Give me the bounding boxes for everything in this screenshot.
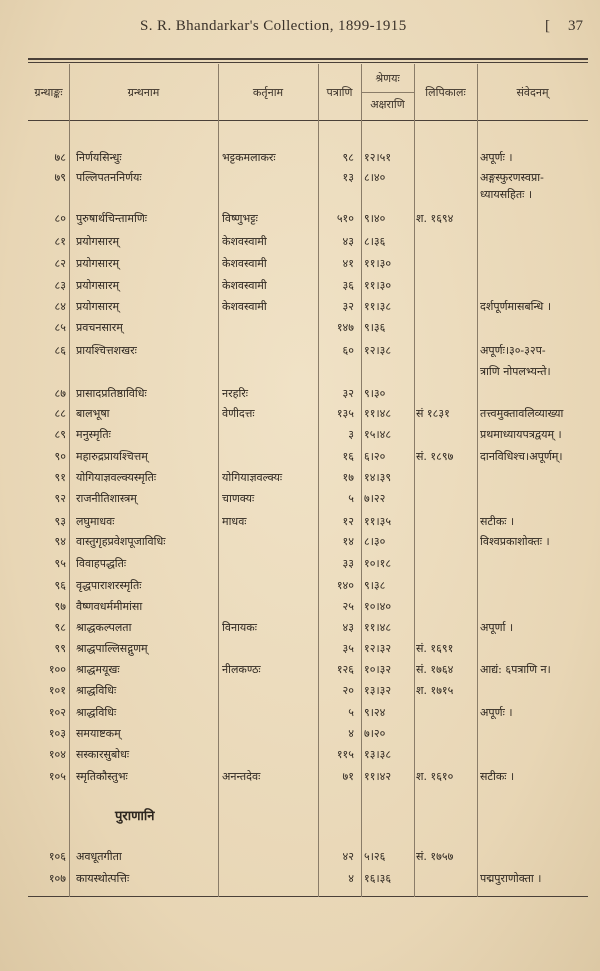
cell-name: प्रासादप्रतिष्ठाविधिः [76, 387, 147, 400]
cell-remarks: अपूर्णः । [480, 151, 513, 164]
cell-author: भट्टकमलाकरः [222, 151, 276, 164]
col-sep-lines-mid [361, 92, 414, 93]
cell-remarks: त्राणि नोपलभ्यन्ते। [480, 365, 551, 378]
cell-author: विनायकः [222, 621, 257, 634]
cell-leaves: १४७ [336, 321, 354, 334]
cell-lines: ११।३० [364, 279, 392, 292]
cell-name: अवधूतगीता [76, 850, 122, 863]
cell-name: महारुद्रप्रायश्चित्तम् [76, 450, 148, 463]
cell-n: ९८ [54, 621, 66, 634]
cell-author: केशवस्वामी [222, 279, 267, 292]
cell-lines: ७।२० [364, 727, 386, 740]
cell-name: श्राद्धविधिः [76, 706, 117, 719]
cell-leaves: १२६ [336, 663, 354, 676]
cell-leaves: ४ [348, 872, 354, 885]
cell-lines: ५।२६ [364, 850, 386, 863]
cell-n: ९६ [54, 579, 66, 592]
col-sep-2 [218, 64, 219, 897]
col-header-leaves: पत्राणि [326, 86, 353, 99]
cell-n: १०७ [48, 872, 66, 885]
cell-n: ९३ [54, 515, 66, 528]
cell-author: वेणीदत्तः [222, 407, 255, 420]
cell-leaves: १४ [342, 535, 354, 548]
cell-remarks: सटीकः । [480, 515, 515, 528]
cell-n: १०२ [48, 706, 66, 719]
cell-n: ७८ [54, 151, 66, 164]
cell-author: योगियाज्ञवल्क्यः [222, 471, 283, 484]
col-header-lines-top: श्रेणयः [375, 72, 400, 85]
cell-lines: ११।४२ [364, 770, 392, 783]
cell-n: ८९ [54, 428, 66, 441]
cell-n: ९० [54, 450, 66, 463]
cell-leaves: ४३ [342, 235, 354, 248]
cell-n: ८५ [54, 321, 66, 334]
cell-lines: १२।३८ [364, 344, 392, 357]
section-title: पुराणानि [115, 809, 155, 824]
cell-name: समयाष्टकम् [76, 727, 121, 740]
cell-remarks: अङ्गस्फुरणस्वप्रा- [480, 171, 544, 184]
cell-name: श्राद्धविधिः [76, 684, 117, 697]
cell-name: वास्तुगृहप्रवेशपूजाविधिः [76, 535, 166, 548]
cell-lines: ६।२० [364, 450, 386, 463]
cell-lines: ११।३८ [364, 300, 392, 313]
cell-leaves: १७ [342, 471, 354, 484]
cell-n: ९७ [54, 600, 66, 613]
cell-n: ८६ [54, 344, 66, 357]
cell-leaves: ९८ [342, 151, 354, 164]
col-header-remarks: संवेदनम् [516, 86, 549, 99]
col-header-author: कर्तृनाम [252, 86, 284, 99]
cell-name: प्रयोगसारम् [76, 235, 120, 248]
cell-n: ८४ [54, 300, 66, 313]
cell-n: ९१ [54, 471, 66, 484]
cell-n: ८० [54, 212, 66, 225]
cell-date: सं. १७६४ [416, 663, 454, 676]
cell-author: चाणक्यः [222, 492, 255, 505]
cell-leaves: १२ [342, 515, 354, 528]
cell-leaves: १४० [336, 579, 354, 592]
cell-lines: ९।२४ [364, 706, 386, 719]
running-bracket: [ [545, 18, 550, 34]
cell-author: केशवस्वामी [222, 257, 267, 270]
cell-name: श्राद्धपाल्लिसद्गुणम् [76, 642, 148, 655]
cell-author: अनन्तदेवः [222, 770, 261, 783]
cell-leaves: १६ [342, 450, 354, 463]
cell-name: योगियाज्ञवल्क्यस्मृतिः [76, 471, 157, 484]
running-head [0, 18, 600, 42]
cell-leaves: ६० [342, 344, 354, 357]
cell-leaves: २५ [342, 600, 354, 613]
cell-leaves: ११५ [336, 748, 354, 761]
cell-lines: १५।४८ [364, 428, 392, 441]
cell-author: माधवः [222, 515, 247, 528]
cell-remarks: आद्यं: ६पत्राणि न। [480, 663, 551, 676]
cell-date: सं. १७५७ [416, 850, 454, 863]
cell-remarks: दानविधिश्च।अपूर्णम्। [480, 450, 563, 463]
cell-author: नरहरिः [222, 387, 249, 400]
cell-n: ९५ [54, 557, 66, 570]
cell-lines: ९।४० [364, 212, 386, 225]
cell-leaves: १३ [342, 171, 354, 184]
cell-date: श. १७१५ [416, 684, 454, 697]
cell-remarks: प्रथमाध्यायपत्रद्वयम् । [480, 428, 562, 441]
cell-leaves: ३२ [342, 300, 354, 313]
cell-name: पल्लिपतननिर्णयः [76, 171, 142, 184]
cell-name: स्मृतिकौस्तुभः [76, 770, 128, 783]
cell-leaves: ४३ [342, 621, 354, 634]
cell-name: बालभूषा [76, 407, 110, 420]
cell-leaves: ५ [348, 492, 354, 505]
cell-n: ८३ [54, 279, 66, 292]
cell-name: सस्कारसुबोधः [76, 748, 130, 761]
cell-leaves: ४१ [342, 257, 354, 270]
cell-leaves: १३५ [336, 407, 354, 420]
col-header-index: ग्रन्थाङ्कः [34, 86, 63, 99]
cell-n: ७९ [54, 171, 66, 184]
cell-n: १०६ [48, 850, 66, 863]
cell-date: सं. १८९७ [416, 450, 454, 463]
col-sep-1 [69, 64, 70, 897]
cell-leaves: ३२ [342, 387, 354, 400]
cell-n: १०४ [48, 748, 66, 761]
cell-leaves: ५ [348, 706, 354, 719]
cell-leaves: ७१ [342, 770, 354, 783]
cell-name: मनुस्मृतिः [76, 428, 111, 441]
cell-leaves: ३६ [342, 279, 354, 292]
cell-name: श्राद्धकल्पलता [76, 621, 132, 634]
cell-leaves: ४२ [342, 850, 354, 863]
cell-date: श. १६९४ [416, 212, 454, 225]
cell-n: ९२ [54, 492, 66, 505]
cell-author: केशवस्वामी [222, 235, 267, 248]
cell-lines: १६।३६ [364, 872, 392, 885]
cell-name: वैष्णवधर्ममीमांसा [76, 600, 143, 613]
cell-lines: १२।५१ [364, 151, 392, 164]
header-bottom-rule [28, 120, 588, 121]
cell-lines: ७।२२ [364, 492, 386, 505]
cell-lines: १०।४० [364, 600, 392, 613]
cell-lines: ९।३८ [364, 579, 386, 592]
col-header-lines-bottom: अक्षराणि [370, 98, 405, 111]
cell-n: ९९ [54, 642, 66, 655]
cell-n: ८१ [54, 235, 66, 248]
cell-n: ८८ [54, 407, 66, 420]
cell-name: निर्णयसिन्धुः [76, 151, 122, 164]
cell-name: विवाहपद्धतिः [76, 557, 127, 570]
col-header-date: लिपिकालः [425, 86, 466, 99]
cell-name: लघुमाधवः [76, 515, 115, 528]
cell-n: ८२ [54, 257, 66, 270]
cell-lines: ९।३६ [364, 321, 386, 334]
cell-remarks: अपूर्णः।३०-३२प- [480, 344, 546, 357]
col-sep-4 [361, 64, 362, 897]
cell-lines: ९।३० [364, 387, 386, 400]
cell-lines: ८।३६ [364, 235, 386, 248]
cell-leaves: ५१० [336, 212, 354, 225]
cell-leaves: ३५ [342, 642, 354, 655]
cell-name: राजनीतिशास्त्रम् [76, 492, 137, 505]
cell-author: नीलकण्ठः [222, 663, 261, 676]
cell-lines: ११।३५ [364, 515, 392, 528]
page-number: 37 [568, 18, 583, 34]
cell-remarks: अपूर्णा । [480, 621, 514, 634]
cell-n: १०५ [48, 770, 66, 783]
cell-remarks: विश्वप्रकाशोक्तः । [480, 535, 550, 548]
cell-remarks: तत्त्वमुक्तावलिव्याख्या [480, 407, 564, 420]
cell-date: सं १८३१ [416, 407, 450, 420]
cell-author: विष्णुभट्टः [222, 212, 258, 225]
cell-leaves: ४ [348, 727, 354, 740]
cell-name: प्रयोगसारम् [76, 257, 120, 270]
cell-lines: १४।३९ [364, 471, 392, 484]
cell-n: १०१ [48, 684, 66, 697]
cell-name: पुरुषार्थचिन्तामणिः [76, 212, 148, 225]
cell-n: ९४ [54, 535, 66, 548]
cell-name: प्रयोगसारम् [76, 279, 120, 292]
cell-lines: १०।३२ [364, 663, 392, 676]
cell-leaves: ३ [348, 428, 354, 441]
cell-lines: ८।४० [364, 171, 386, 184]
cell-name: श्राद्धमयूखः [76, 663, 120, 676]
cell-lines: ११।४८ [364, 407, 392, 420]
cell-n: १०० [48, 663, 66, 676]
top-double-rule-a [28, 58, 588, 60]
bottom-rule [28, 896, 588, 897]
cell-lines: १२।३२ [364, 642, 392, 655]
cell-name: प्रयोगसारम् [76, 300, 120, 313]
cell-date: श. १६१० [416, 770, 454, 783]
cell-date: सं. १६९१ [416, 642, 454, 655]
cell-author: केशवस्वामी [222, 300, 267, 313]
cell-leaves: २० [342, 684, 354, 697]
cell-remarks: अपूर्णः । [480, 706, 513, 719]
cell-remarks: ध्यायसहितः । [480, 188, 533, 201]
cell-remarks: सटीकः । [480, 770, 515, 783]
cell-name: प्रायश्चित्तशखरः [76, 344, 137, 357]
col-header-name: ग्रन्थनाम [127, 86, 160, 99]
cell-lines: ११।३० [364, 257, 392, 270]
top-double-rule-b [28, 62, 588, 63]
cell-n: १०३ [48, 727, 66, 740]
col-sep-5 [414, 64, 415, 897]
cell-name: कायस्थोत्पत्तिः [76, 872, 130, 885]
cell-leaves: ३३ [342, 557, 354, 570]
cell-name: प्रवचनसारम् [76, 321, 123, 334]
cell-lines: ११।४८ [364, 621, 392, 634]
cell-name: वृद्धपाराशरस्मृतिः [76, 579, 142, 592]
cell-lines: ८।३० [364, 535, 386, 548]
cell-lines: १३।३८ [364, 748, 392, 761]
cell-remarks: दर्शपूर्णमासबन्धि । [480, 300, 551, 313]
cell-n: ८७ [54, 387, 66, 400]
cell-lines: १०।१८ [364, 557, 392, 570]
cell-remarks: पद्मपुराणोक्ता । [480, 872, 542, 885]
cell-lines: १३।३२ [364, 684, 392, 697]
running-title: S. R. Bhandarkar's Collection, 1899-1915 [140, 18, 407, 34]
